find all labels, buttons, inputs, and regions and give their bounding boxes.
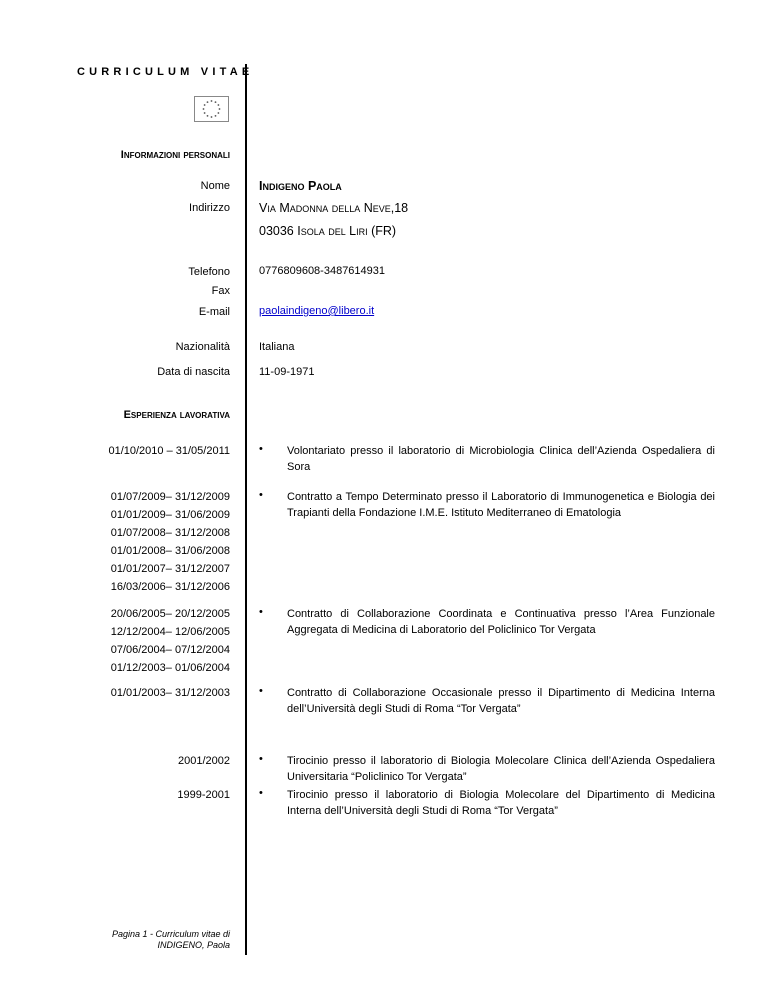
experience-dates — [108, 442, 230, 460]
experience-date-line: 01/10/2010 – 31/05/2011 — [108, 445, 230, 457]
experience-description: Contratto di Collaborazione Coordinata e Continuativa presso l’Area Funzionale Aggregata di Medicina di Laboratorio del Policlinico Tor Vergata — [287, 608, 715, 636]
experience-description: Contratto di Collaborazione Occasionale presso il Dipartimento di Medicina Interna dell’Università degli Studi di Roma “Tor Vergata” — [287, 687, 715, 715]
experience-description: Tirocinio presso il laboratorio di Biologia Molecolare del Dipartimento di Medicina Interna dell’Università degli Studi di Roma “Tor Vergata” — [287, 789, 715, 817]
bullet-icon: • — [259, 489, 263, 501]
page-footer — [112, 929, 230, 951]
experience-date-line: 12/12/2004– 12/06/2005 — [110, 626, 230, 638]
eu-flag-icon — [194, 96, 229, 122]
nome-value: Indigeno Paola — [259, 179, 342, 193]
indirizzo-line2: 03036 Isola del Liri (FR) — [259, 224, 397, 238]
experience-dates — [111, 488, 230, 596]
section-title-personal: Informazioni personali — [120, 149, 230, 161]
experience-description: Tirocinio presso il laboratorio di Biologia Molecolare Clinica dell’Azienda Ospedaliera Universitaria “Policlinico Tor Vergata” — [287, 755, 715, 783]
experience-date-line: 01/07/2008– 31/12/2008 — [110, 527, 230, 539]
experience-dates — [177, 786, 230, 804]
experience-date-line: 1999-2001 — [177, 789, 230, 801]
experience-date-line: 07/06/2004– 07/12/2004 — [110, 644, 230, 656]
section-title-experience: Esperienza lavorativa — [123, 409, 230, 421]
nascita-label: Data di nascita — [157, 366, 230, 378]
bullet-icon: • — [259, 753, 263, 765]
experience-dates — [178, 752, 230, 770]
experience-date-line: 01/01/2009– 31/06/2009 — [110, 509, 230, 521]
footer-line2: INDIGENO, Paola — [157, 940, 230, 950]
experience-date-line: 2001/2002 — [178, 755, 230, 767]
experience-date-line: 01/07/2009– 31/12/2009 — [110, 491, 230, 503]
fax-label: Fax — [211, 285, 230, 297]
nome-label: Nome — [200, 180, 230, 192]
nascita-value: 11-09-1971 — [259, 366, 315, 378]
experience-date-line: 01/01/2007– 31/12/2007 — [110, 563, 230, 575]
telefono-value: 0776809608-3487614931 — [259, 265, 386, 277]
email-label: E-mail — [198, 306, 230, 318]
experience-description: Volontariato presso il laboratorio di Microbiologia Clinica dell’Azienda Ospedaliera di Sora — [287, 445, 715, 473]
indirizzo-label: Indirizzo — [189, 202, 230, 214]
telefono-label: Telefono — [188, 266, 230, 278]
cv-title: CURRICULUM VITAE — [77, 66, 254, 78]
experience-dates — [111, 605, 230, 677]
nazionalita-label: Nazionalità — [175, 341, 230, 353]
experience-date-line: 01/01/2008– 31/06/2008 — [110, 545, 230, 557]
email-link[interactable]: paolaindigeno@libero.it — [259, 305, 375, 317]
nazionalita-value: Italiana — [259, 341, 295, 353]
bullet-icon: • — [259, 443, 263, 455]
experience-date-line: 01/12/2003– 01/06/2004 — [110, 662, 230, 674]
experience-description: Contratto a Tempo Determinato presso il Laboratorio di Immunogenetica e Biologia dei Trapianti della Fondazione I.M.E. Istituto Mediterraneo di Ematologia — [287, 491, 715, 519]
experience-date-line: 01/01/2003– 31/12/2003 — [110, 687, 230, 699]
column-divider — [245, 64, 247, 955]
footer-line1: Pagina 1 - Curriculum vitae di — [111, 929, 230, 939]
bullet-icon: • — [259, 787, 263, 799]
bullet-icon: • — [259, 606, 263, 618]
experience-dates — [111, 684, 230, 702]
bullet-icon: • — [259, 685, 263, 697]
experience-date-line: 16/03/2006– 31/12/2006 — [110, 581, 230, 593]
experience-date-line: 20/06/2005– 20/12/2005 — [110, 608, 230, 620]
indirizzo-line1: Via Madonna della Neve,18 — [259, 201, 409, 215]
